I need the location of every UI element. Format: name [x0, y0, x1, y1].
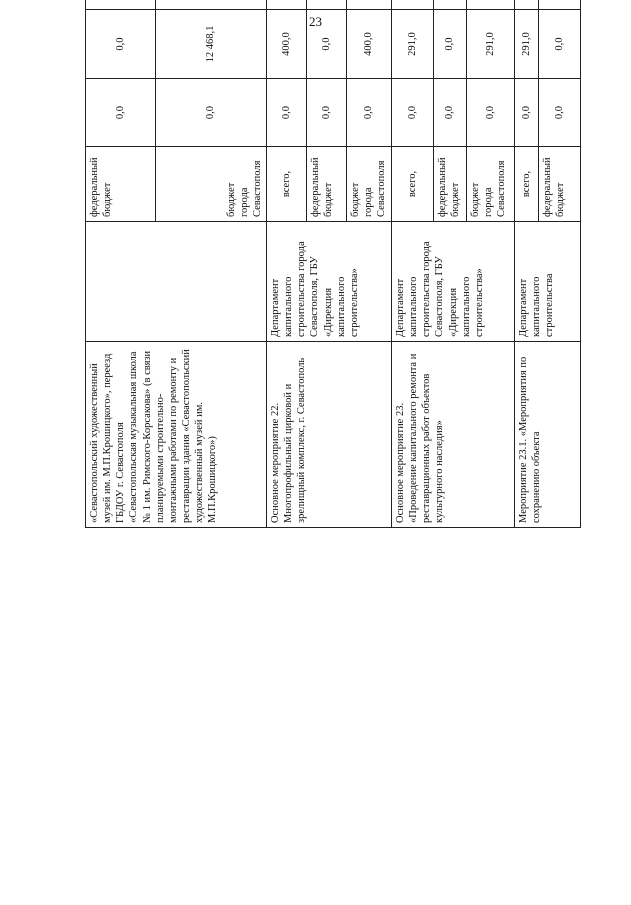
activity-name-cell: Основное мероприятие 23. «Проведение капитального ремонта и реставрационных работ объектов культурного наследия» [392, 342, 515, 528]
activity-name-cell: «Севастопольский художественный музей им. М.П.Крошицкого», переезд ГБДОУ г. Севастополя «Севастопольская музыкальная школа № 1 им. Римского-Корсакова» (в связи планируемыми строительно-монтажными работами по ремонту и реставрации здания «Севастопольский художественный музей им. М.П.Крошицкого») [86, 342, 267, 528]
budget-table [85, 0, 581, 528]
table-row [515, 0, 539, 528]
rotated-page-content [85, 0, 580, 528]
funding-source-cell: бюджет города Севастополя [467, 147, 515, 222]
value-cell: 0,0 [347, 79, 392, 147]
value-cell: 400,0 [267, 10, 307, 79]
activity-name-cell: Мероприятие 23.1. «Мероприятия по сохранению объекта [515, 342, 581, 528]
executor-cell: Департамент капитального строительства города Севастополя, ГБУ «Дирекция капитального строительства» [392, 222, 515, 342]
value-cell: 0,0 [539, 10, 581, 79]
value-cell: 291,0 [392, 10, 434, 79]
table-container [85, 25, 580, 893]
value-cell: 0,0 [539, 79, 581, 147]
value-cell: 0,0 [467, 79, 515, 147]
funding-source-cell: федеральный бюджет [307, 147, 347, 222]
value-cell: 0,0 [86, 10, 156, 79]
page-number: 23 [309, 14, 322, 29]
funding-source-cell: бюджет города Севастополя [347, 147, 392, 222]
funding-source-cell: всего, [392, 147, 434, 222]
funding-source-cell: федеральный бюджет [539, 147, 581, 222]
table-row [267, 0, 307, 528]
value-cell: 400,0 [347, 10, 392, 79]
funding-source-cell: бюджет города Севастополя [156, 147, 267, 222]
value-cell [307, 0, 347, 10]
funding-source-cell: всего, [515, 147, 539, 222]
table-row [392, 0, 434, 528]
value-cell: 0,0 [86, 79, 156, 147]
table-row [86, 0, 156, 528]
table-body [86, 0, 581, 528]
value-cell [86, 0, 156, 10]
value-cell: 12 468,1 [156, 10, 267, 79]
executor-cell: Департамент капитального строительства города Севастополя, ГБУ «Дирекция капитального строительства» [267, 222, 392, 342]
value-cell: 0,0 [307, 10, 347, 79]
funding-source-cell: федеральный бюджет [86, 147, 156, 222]
value-cell [267, 0, 307, 10]
value-cell: 0,0 [267, 79, 307, 147]
value-cell [539, 0, 581, 10]
value-cell [515, 0, 539, 10]
value-cell: 0,0 [156, 79, 267, 147]
value-cell: 291,0 [515, 10, 539, 79]
activity-name-cell: Основное мероприятие 22. Многопрофильный цирковой и зрелищный комплекс, г. Севастополь [267, 342, 392, 528]
executor-cell [86, 222, 267, 342]
value-cell [434, 0, 467, 10]
value-cell: 0,0 [307, 79, 347, 147]
funding-source-cell: федеральный бюджет [434, 147, 467, 222]
value-cell [156, 0, 267, 10]
executor-cell: Департамент капитального строительства [515, 222, 581, 342]
value-cell: 0,0 [515, 79, 539, 147]
funding-source-cell: всего, [267, 147, 307, 222]
value-cell: 0,0 [434, 79, 467, 147]
value-cell [467, 0, 515, 10]
value-cell [347, 0, 392, 10]
value-cell: 0,0 [434, 10, 467, 79]
value-cell: 291,0 [467, 10, 515, 79]
value-cell [392, 0, 434, 10]
value-cell: 0,0 [392, 79, 434, 147]
